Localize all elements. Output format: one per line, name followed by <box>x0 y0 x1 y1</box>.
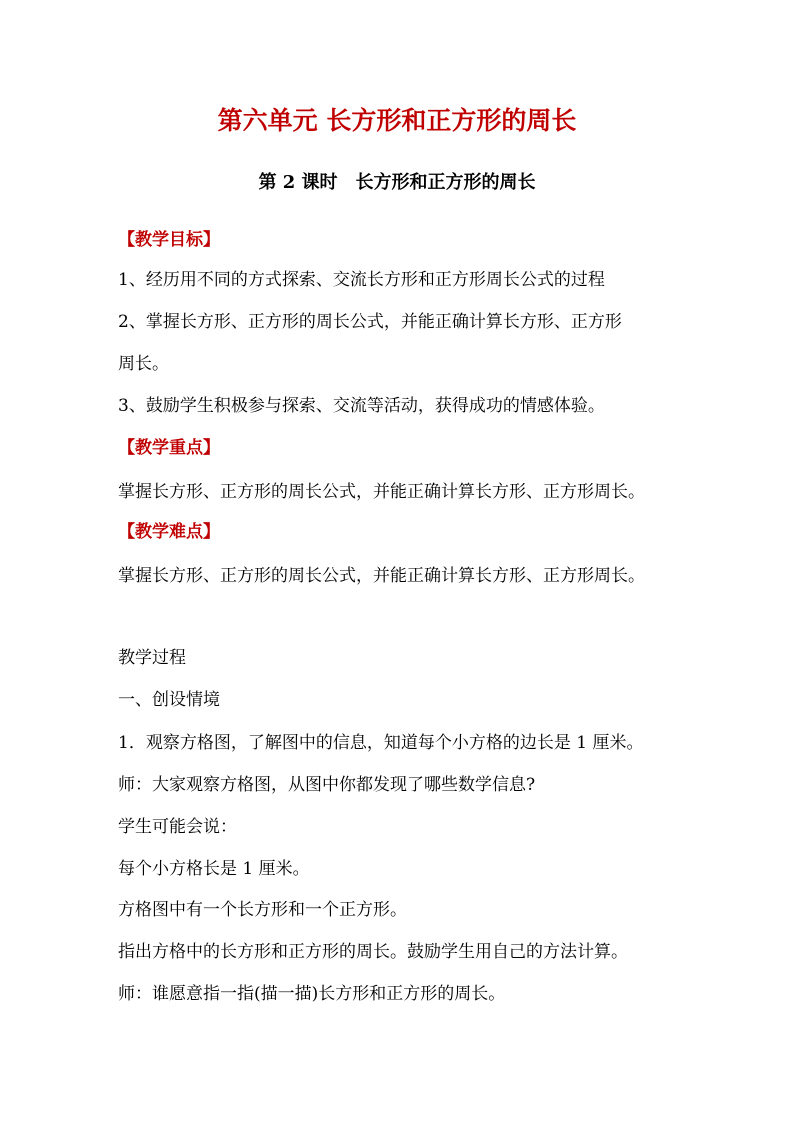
process-line: 每个小方格长是 1 厘米。 <box>118 859 310 879</box>
goals-heading: 【教学目标】 <box>118 230 220 250</box>
lesson-subtitle: 第 2 课时 长方形和正方形的周长 <box>258 172 536 193</box>
document-title: 第六单元 长方形和正方形的周长 <box>217 106 577 135</box>
process-line: 师：谁愿意指一指(描一描)长方形和正方形的周长。 <box>118 984 506 1004</box>
goal-item: 1、经历用不同的方式探索、交流长方形和正方形周长公式的过程 <box>118 270 605 290</box>
difficulty-text: 掌握长方形、正方形的周长公式，并能正确计算长方形、正方形周长。 <box>118 566 645 586</box>
process-line: 方格图中有一个长方形和一个正方形。 <box>118 900 407 920</box>
process-line: 指出方格中的长方形和正方形的周长。鼓励学生用自己的方法计算。 <box>118 942 628 962</box>
key-points-heading: 【教学重点】 <box>118 438 220 458</box>
process-line: 师：大家观察方格图，从图中你都发现了哪些数学信息? <box>118 775 536 795</box>
goal-item: 2、掌握长方形、正方形的周长公式，并能正确计算长方形、正方形 <box>118 312 622 332</box>
key-points-text: 掌握长方形、正方形的周长公式，并能正确计算长方形、正方形周长。 <box>118 482 645 502</box>
difficulty-heading: 【教学难点】 <box>118 522 220 542</box>
goal-item: 3、鼓励学生积极参与探索、交流等活动，获得成功的情感体验。 <box>118 396 605 416</box>
process-line: 学生可能会说： <box>118 817 237 837</box>
goal-item-continued: 周长。 <box>118 354 169 374</box>
step-heading: 一、创设情境 <box>118 690 220 710</box>
process-line: 1．观察方格图，了解图中的信息，知道每个小方格的边长是 1 厘米。 <box>118 733 644 753</box>
process-heading: 教学过程 <box>118 648 186 668</box>
